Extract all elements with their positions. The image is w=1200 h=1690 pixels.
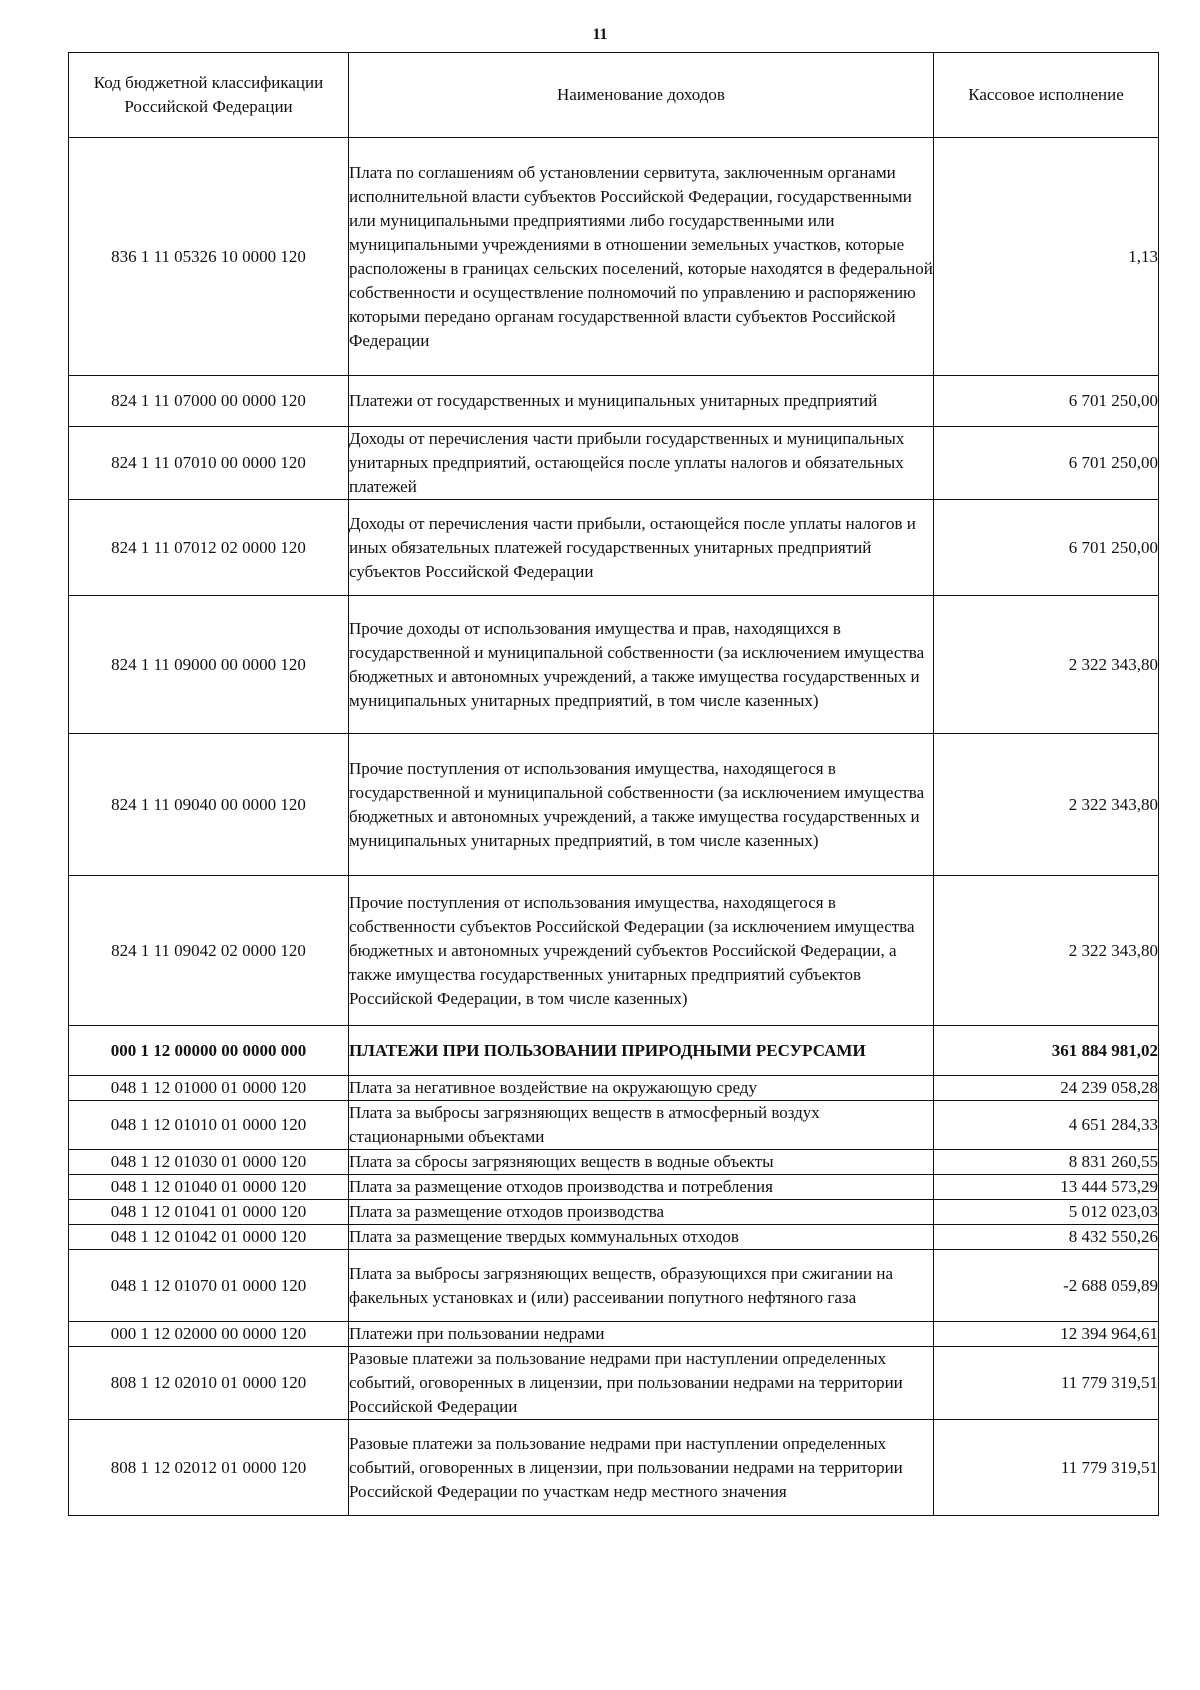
row-amount: 2 322 343,80	[934, 734, 1159, 876]
row-name: Плата за размещение отходов производства	[349, 1200, 934, 1225]
row-code: 000 1 12 00000 00 0000 000	[69, 1026, 349, 1076]
row-name: ПЛАТЕЖИ ПРИ ПОЛЬЗОВАНИИ ПРИРОДНЫМИ РЕСУРСАМИ	[349, 1026, 934, 1076]
row-code: 824 1 11 09040 00 0000 120	[69, 734, 349, 876]
row-name: Плата по соглашениям об установлении сервитута, заключенным органами исполнительной власти субъектов Российской Федерации, государственными или муниципальными предприятиями либо государственными или муниципальными учреждениями в отношении земельных участков, которые расположены в границах сельских поселений, которые находятся в федеральной собственности и осуществление полномочий по управлению и распоряжению которыми передано органам государственной власти субъектов Российской Федерации	[349, 138, 934, 376]
budget-revenue-table	[68, 52, 1159, 1516]
row-name: Платежи от государственных и муниципальных унитарных предприятий	[349, 376, 934, 427]
row-name: Платежи при пользовании недрами	[349, 1322, 934, 1347]
row-code: 824 1 11 07010 00 0000 120	[69, 427, 349, 500]
table-row	[69, 1200, 1159, 1225]
row-name: Доходы от перечисления части прибыли государственных и муниципальных унитарных предприятий, остающейся после уплаты налогов и обязательных платежей	[349, 427, 934, 500]
row-amount: 13 444 573,29	[934, 1175, 1159, 1200]
table-row	[69, 1225, 1159, 1250]
table-row	[69, 734, 1159, 876]
row-code: 048 1 12 01040 01 0000 120	[69, 1175, 349, 1200]
table-row	[69, 376, 1159, 427]
row-name: Разовые платежи за пользование недрами при наступлении определенных событий, оговоренных в лицензии, при пользовании недрами на территории Российской Федерации	[349, 1347, 934, 1420]
row-code: 808 1 12 02010 01 0000 120	[69, 1347, 349, 1420]
row-name: Доходы от перечисления части прибыли, остающейся после уплаты налогов и иных обязательных платежей государственных унитарных предприятий субъектов Российской Федерации	[349, 500, 934, 596]
row-amount: 6 701 250,00	[934, 376, 1159, 427]
row-amount: 361 884 981,02	[934, 1026, 1159, 1076]
row-name: Прочие поступления от использования имущества, находящегося в государственной и муниципальной собственности (за исключением имущества бюджетных и автономных учреждений, а также имущества государственных и муниципальных унитарных предприятий, в том числе казенных)	[349, 734, 934, 876]
row-amount: 8 432 550,26	[934, 1225, 1159, 1250]
row-name: Плата за выбросы загрязняющих веществ, образующихся при сжигании на факельных установках и (или) рассеивании попутного нефтяного газа	[349, 1250, 934, 1322]
row-code: 000 1 12 02000 00 0000 120	[69, 1322, 349, 1347]
table-row	[69, 1322, 1159, 1347]
row-name: Разовые платежи за пользование недрами при наступлении определенных событий, оговоренных в лицензии, при пользовании недрами на территории Российской Федерации по участкам недр местного значения	[349, 1420, 934, 1516]
row-amount: 2 322 343,80	[934, 596, 1159, 734]
table-header-row	[69, 53, 1159, 138]
table-row	[69, 596, 1159, 734]
row-code: 048 1 12 01010 01 0000 120	[69, 1101, 349, 1150]
table-row	[69, 1101, 1159, 1150]
row-name: Плата за сбросы загрязняющих веществ в водные объекты	[349, 1150, 934, 1175]
row-amount: 11 779 319,51	[934, 1347, 1159, 1420]
row-name: Плата за размещение отходов производства и потребления	[349, 1175, 934, 1200]
row-amount: 12 394 964,61	[934, 1322, 1159, 1347]
header-code: Код бюджетной классификации Российской Федерации	[69, 53, 349, 138]
row-amount: 5 012 023,03	[934, 1200, 1159, 1225]
row-amount: 6 701 250,00	[934, 500, 1159, 596]
row-code: 824 1 11 09042 02 0000 120	[69, 876, 349, 1026]
table-row	[69, 500, 1159, 596]
row-code: 048 1 12 01030 01 0000 120	[69, 1150, 349, 1175]
row-amount: 24 239 058,28	[934, 1076, 1159, 1101]
row-amount: 6 701 250,00	[934, 427, 1159, 500]
table-row	[69, 427, 1159, 500]
row-amount: 1,13	[934, 138, 1159, 376]
row-code: 048 1 12 01041 01 0000 120	[69, 1200, 349, 1225]
table-row-section-total	[69, 1026, 1159, 1076]
table-row	[69, 876, 1159, 1026]
table-row	[69, 1175, 1159, 1200]
row-amount: 8 831 260,55	[934, 1150, 1159, 1175]
row-amount: 2 322 343,80	[934, 876, 1159, 1026]
row-code: 824 1 11 09000 00 0000 120	[69, 596, 349, 734]
header-amount: Кассовое исполнение	[934, 53, 1159, 138]
table-row	[69, 1150, 1159, 1175]
row-name: Прочие поступления от использования имущества, находящегося в собственности субъектов Российской Федерации (за исключением имущества бюджетных и автономных учреждений субъектов Российской Федерации, а также имущества государственных унитарных предприятий субъектов Российской Федерации, в том числе казенных)	[349, 876, 934, 1026]
header-name: Наименование доходов	[349, 53, 934, 138]
page-number: 11	[592, 26, 608, 43]
row-code: 048 1 12 01000 01 0000 120	[69, 1076, 349, 1101]
row-code: 808 1 12 02012 01 0000 120	[69, 1420, 349, 1516]
row-name: Плата за размещение твердых коммунальных отходов	[349, 1225, 934, 1250]
row-name: Плата за негативное воздействие на окружающую среду	[349, 1076, 934, 1101]
row-code: 824 1 11 07000 00 0000 120	[69, 376, 349, 427]
table-row	[69, 1250, 1159, 1322]
row-code: 824 1 11 07012 02 0000 120	[69, 500, 349, 596]
row-amount: 4 651 284,33	[934, 1101, 1159, 1150]
row-code: 048 1 12 01042 01 0000 120	[69, 1225, 349, 1250]
table-row	[69, 1347, 1159, 1420]
table-row	[69, 1076, 1159, 1101]
row-code: 836 1 11 05326 10 0000 120	[69, 138, 349, 376]
row-amount: 11 779 319,51	[934, 1420, 1159, 1516]
table-row	[69, 1420, 1159, 1516]
row-code: 048 1 12 01070 01 0000 120	[69, 1250, 349, 1322]
row-name: Прочие доходы от использования имущества и прав, находящихся в государственной и муниципальной собственности (за исключением имущества бюджетных и автономных учреждений, а также имущества государственных и муниципальных унитарных предприятий, в том числе казенных)	[349, 596, 934, 734]
table-row	[69, 138, 1159, 376]
row-name: Плата за выбросы загрязняющих веществ в атмосферный воздух стационарными объектами	[349, 1101, 934, 1150]
row-amount: -2 688 059,89	[934, 1250, 1159, 1322]
